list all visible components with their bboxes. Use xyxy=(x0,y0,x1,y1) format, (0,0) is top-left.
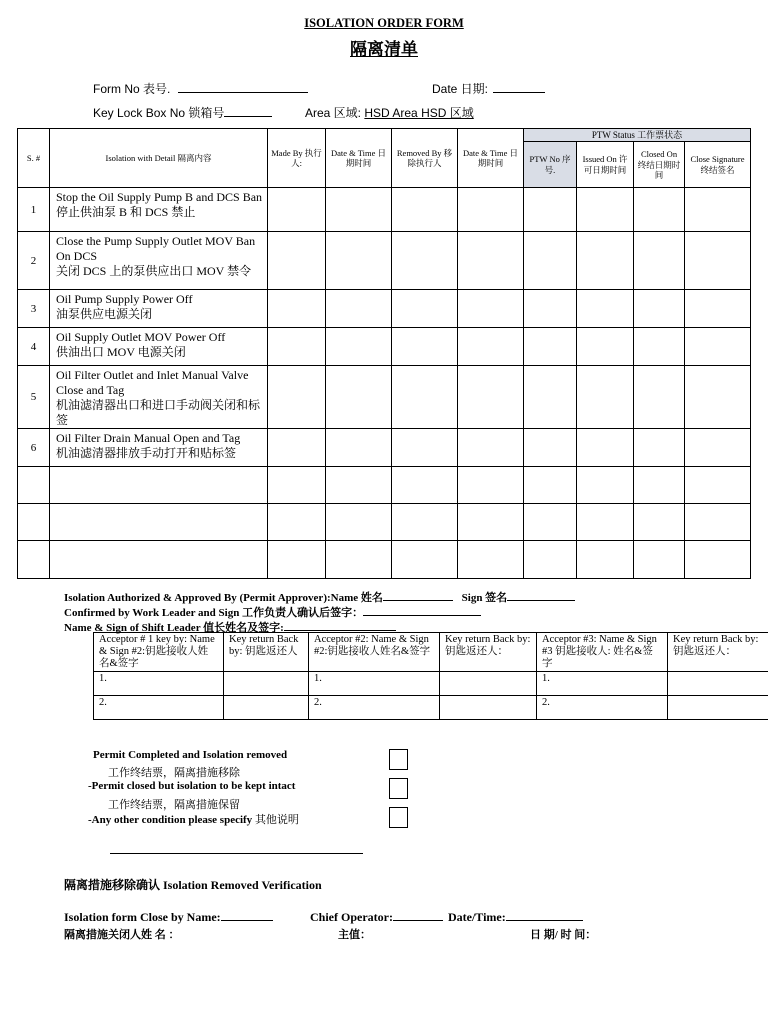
acceptor-3-header: Acceptor #3: Name & Sign #3 钥匙接收人: 姓名&签字 xyxy=(537,633,668,672)
header-close-signature: Close Signature 终结签名 xyxy=(685,142,751,188)
cell-date-time-2[interactable] xyxy=(458,290,524,328)
header-ptw-status: PTW Status 工作票状态 xyxy=(524,129,751,142)
option-2-cn: 工作终结票，隔离措施保留 xyxy=(108,799,240,811)
cell-empty[interactable] xyxy=(326,541,392,579)
cell-removed-by[interactable] xyxy=(392,366,458,429)
row-detail-cn: 机油滤清器排放手动打开和贴标签 xyxy=(56,446,237,460)
key-table xyxy=(93,632,768,720)
form-title-en: ISOLATION ORDER FORM xyxy=(304,16,464,30)
row-detail-en: Oil Filter Drain Manual Open and Tag xyxy=(56,431,241,445)
chief-line xyxy=(310,908,583,925)
chief-label: Chief Operator: xyxy=(310,910,393,924)
row-detail-en: Close the Pump Supply Outlet MOV Ban On DCS xyxy=(56,234,256,263)
cell-close-signature[interactable] xyxy=(685,188,751,232)
row-number: 6 xyxy=(18,429,50,467)
option-1-en: Permit Completed and Isolation removed xyxy=(93,749,288,761)
shift-leader-label: Name & Sign of Shift Leader 值长姓名及签字: xyxy=(64,622,284,634)
cell-ptw-no[interactable] xyxy=(524,290,577,328)
header-date-time-2: Date & Time 日期时间 xyxy=(458,129,524,188)
cell-closed-on[interactable] xyxy=(634,429,685,467)
row-detail xyxy=(50,232,268,290)
cn-close-label: 隔离措施关闭人姓 名 ： xyxy=(64,929,180,941)
verify-title: 隔离措施移除确认 Isolation Removed Verification xyxy=(64,878,322,892)
cell-empty[interactable] xyxy=(326,504,392,541)
cell-empty[interactable] xyxy=(18,504,50,541)
cell-empty[interactable] xyxy=(50,541,268,579)
area-row xyxy=(305,104,474,121)
cell-date-time-2[interactable] xyxy=(458,328,524,366)
header-detail: Isolation with Detail 隔离内容 xyxy=(50,129,268,188)
cell-empty[interactable] xyxy=(458,541,524,579)
row-detail-en: Stop the Oil Supply Pump B and DCS Ban xyxy=(56,190,263,204)
cell-removed-by[interactable] xyxy=(392,290,458,328)
cell-date-time-2[interactable] xyxy=(458,188,524,232)
cell-close-signature[interactable] xyxy=(685,429,751,467)
cell-empty[interactable] xyxy=(634,467,685,504)
approver-name-field[interactable] xyxy=(383,588,453,601)
option-3-en: -Any other condition please specify xyxy=(88,814,253,826)
acceptor-1-header: Acceptor # 1 key by: Name & Sign #2:钥匙接收人姓名&签字 xyxy=(94,633,224,672)
cell-empty[interactable] xyxy=(268,504,326,541)
sign-label: Sign 签名 xyxy=(461,592,508,604)
option-2-en: -Permit closed but isolation to be kept intact xyxy=(88,780,296,792)
cell-ptw-no[interactable] xyxy=(524,232,577,290)
table-row xyxy=(18,328,751,366)
cell-made-by[interactable] xyxy=(268,290,326,328)
key-return-1-header: Key return Back by: 钥匙返还人 xyxy=(224,633,309,672)
row-number: 1 xyxy=(18,188,50,232)
header-ptw-no: PTW No 序号. xyxy=(524,142,577,188)
cell-issued-on[interactable] xyxy=(577,429,634,467)
acceptor-3-row-1[interactable]: 1. xyxy=(537,672,668,696)
cell-removed-by[interactable] xyxy=(392,328,458,366)
cell-close-signature[interactable] xyxy=(685,232,751,290)
cell-issued-on[interactable] xyxy=(577,366,634,429)
option-3-cn: 其他说明 xyxy=(254,814,299,826)
form-no-field[interactable] xyxy=(178,80,308,93)
cell-closed-on[interactable] xyxy=(634,290,685,328)
cell-ptw-no[interactable] xyxy=(524,429,577,467)
header-closed-on: Closed On 终结日期时间 xyxy=(634,142,685,188)
cn-chief-label: 主值： xyxy=(338,929,371,941)
confirmed-label: Confirmed by Work Leader and Sign 工作负责人确认后签字： xyxy=(64,607,364,619)
cell-empty[interactable] xyxy=(392,541,458,579)
close-by-field[interactable] xyxy=(221,908,273,921)
table-row-empty xyxy=(18,504,751,541)
row-detail-cn: 供油出口 MOV 电源关闭 xyxy=(56,345,186,359)
form-title-cn: 隔离清单 xyxy=(350,40,418,59)
cn-date-label: 日 期/ 时 间： xyxy=(530,929,597,941)
date-row xyxy=(432,80,545,97)
row-detail xyxy=(50,429,268,467)
cell-removed-by[interactable] xyxy=(392,232,458,290)
option-3-line xyxy=(88,811,299,827)
key-return-3-row-1[interactable] xyxy=(668,672,768,696)
header-date-time-1: Date & Time 日期时间 xyxy=(326,129,392,188)
keylock-field[interactable] xyxy=(224,104,272,117)
row-number: 5 xyxy=(18,366,50,429)
cell-empty[interactable] xyxy=(577,467,634,504)
table-row xyxy=(18,366,751,429)
cell-date-time-1[interactable] xyxy=(326,328,392,366)
datetime-label: Date/Time: xyxy=(447,910,506,924)
cell-close-signature[interactable] xyxy=(685,366,751,429)
cell-empty[interactable] xyxy=(268,467,326,504)
cell-empty[interactable] xyxy=(524,541,577,579)
acceptor-3-row-2[interactable]: 2. xyxy=(537,696,668,720)
row-number: 2 xyxy=(18,232,50,290)
cell-date-time-1[interactable] xyxy=(326,188,392,232)
cell-date-time-2[interactable] xyxy=(458,232,524,290)
header-removed-by: Removed By 移除执行人 xyxy=(392,129,458,188)
row-detail-en: Oil Supply Outlet MOV Power Off xyxy=(56,330,226,344)
cell-date-time-1[interactable] xyxy=(326,232,392,290)
cell-empty[interactable] xyxy=(50,467,268,504)
key-return-2-row-2[interactable] xyxy=(440,696,537,720)
table-row xyxy=(18,290,751,328)
cell-made-by[interactable] xyxy=(268,232,326,290)
row-detail xyxy=(50,290,268,328)
cell-closed-on[interactable] xyxy=(634,366,685,429)
cell-issued-on[interactable] xyxy=(577,290,634,328)
table-row-empty xyxy=(18,467,751,504)
cell-closed-on[interactable] xyxy=(634,232,685,290)
cell-date-time-1[interactable] xyxy=(326,429,392,467)
key-return-1-row-1[interactable] xyxy=(224,672,309,696)
cell-closed-on[interactable] xyxy=(634,328,685,366)
option-1-cn: 工作终结票，隔离措施移除 xyxy=(108,767,240,779)
date-label: Date 日期: xyxy=(432,82,489,96)
cell-empty[interactable] xyxy=(577,504,634,541)
cell-date-time-2[interactable] xyxy=(458,429,524,467)
header-made-by: Made By 执行人: xyxy=(268,129,326,188)
approved-label: Isolation Authorized & Approved By (Permit Approver):Name 姓名 xyxy=(64,592,383,604)
cell-empty[interactable] xyxy=(577,541,634,579)
cell-issued-on[interactable] xyxy=(577,328,634,366)
key-return-2-header: Key return Back by:钥匙返还人： xyxy=(440,633,537,672)
row-detail-cn: 停止供油泵 B 和 DCS 禁止 xyxy=(56,205,196,219)
row-detail-cn: 机油滤清器出口和进口手动阀关闭和标签 xyxy=(56,398,261,427)
table-row xyxy=(18,188,751,232)
cell-empty[interactable] xyxy=(685,467,751,504)
acceptor-2-row-2[interactable]: 2. xyxy=(309,696,440,720)
cell-closed-on[interactable] xyxy=(634,188,685,232)
row-detail xyxy=(50,366,268,429)
cell-empty[interactable] xyxy=(392,504,458,541)
form-no-row xyxy=(93,80,308,97)
cell-ptw-no[interactable] xyxy=(524,188,577,232)
acceptor-2-header: Acceptor #2: Name & Sign #2:钥匙接收人姓名&签字 xyxy=(309,633,440,672)
keylock-label: Key Lock Box No 锁箱号 xyxy=(93,106,225,120)
cell-made-by[interactable] xyxy=(268,328,326,366)
cell-made-by[interactable] xyxy=(268,366,326,429)
key-return-2-row-1[interactable] xyxy=(440,672,537,696)
approver-sign-field[interactable] xyxy=(507,588,575,601)
cell-date-time-1[interactable] xyxy=(326,366,392,429)
close-by-label: Isolation form Close by Name: xyxy=(64,910,221,924)
cell-made-by[interactable] xyxy=(268,188,326,232)
date-field[interactable] xyxy=(493,80,545,93)
table-row-empty xyxy=(18,541,751,579)
cell-removed-by[interactable] xyxy=(392,429,458,467)
header-sno: S. # xyxy=(18,129,50,188)
chief-field[interactable] xyxy=(393,908,443,921)
row-number: 3 xyxy=(18,290,50,328)
cell-close-signature[interactable] xyxy=(685,328,751,366)
cell-ptw-no[interactable] xyxy=(524,366,577,429)
isolation-table xyxy=(17,128,751,579)
cell-close-signature[interactable] xyxy=(685,290,751,328)
form-no-label: Form No 表号. xyxy=(93,82,171,96)
cell-empty[interactable] xyxy=(685,541,751,579)
acceptor-2-row-1[interactable]: 1. xyxy=(309,672,440,696)
acceptor-1-row-2[interactable]: 2. xyxy=(94,696,224,720)
cell-empty[interactable] xyxy=(326,467,392,504)
cell-removed-by[interactable] xyxy=(392,188,458,232)
cell-empty[interactable] xyxy=(392,467,458,504)
key-return-3-header: Key return Back by: 钥匙返还人： xyxy=(668,633,768,672)
option-1-checkbox[interactable] xyxy=(389,749,408,770)
close-by-line xyxy=(64,908,273,925)
area-label: Area 区域: xyxy=(305,106,362,120)
cell-empty[interactable] xyxy=(18,541,50,579)
row-detail xyxy=(50,328,268,366)
cell-issued-on[interactable] xyxy=(577,232,634,290)
row-detail xyxy=(50,188,268,232)
row-detail-en: Oil Filter Outlet and Inlet Manual Valve Close and Tag xyxy=(56,368,249,397)
key-return-3-row-2[interactable] xyxy=(668,696,768,720)
header-issued-on: Issued On 许可日期时间 xyxy=(577,142,634,188)
acceptor-1-row-1[interactable]: 1. xyxy=(94,672,224,696)
cell-empty[interactable] xyxy=(524,467,577,504)
cell-made-by[interactable] xyxy=(268,429,326,467)
cell-empty[interactable] xyxy=(268,541,326,579)
cell-empty[interactable] xyxy=(50,504,268,541)
cell-issued-on[interactable] xyxy=(577,188,634,232)
key-return-1-row-2[interactable] xyxy=(224,696,309,720)
option-2-checkbox[interactable] xyxy=(389,778,408,799)
confirmed-field[interactable] xyxy=(363,603,481,616)
cell-date-time-1[interactable] xyxy=(326,290,392,328)
table-row xyxy=(18,429,751,467)
row-detail-cn: 关闭 DCS 上的泵供应出口 MOV 禁令 xyxy=(56,264,252,278)
cell-empty[interactable] xyxy=(634,541,685,579)
keylock-row xyxy=(93,104,272,121)
table-row xyxy=(18,232,751,290)
cell-empty[interactable] xyxy=(458,504,524,541)
datetime-field[interactable] xyxy=(506,908,583,921)
row-detail-en: Oil Pump Supply Power Off xyxy=(56,292,193,306)
cell-empty[interactable] xyxy=(685,504,751,541)
cell-ptw-no[interactable] xyxy=(524,328,577,366)
cell-empty[interactable] xyxy=(634,504,685,541)
specify-line[interactable] xyxy=(110,853,363,854)
row-detail-cn: 油泵供应电源关闭 xyxy=(56,307,153,321)
cell-date-time-2[interactable] xyxy=(458,366,524,429)
cell-empty[interactable] xyxy=(18,467,50,504)
option-3-checkbox[interactable] xyxy=(389,807,408,828)
cell-empty[interactable] xyxy=(458,467,524,504)
area-value: HSD Area HSD 区域 xyxy=(364,106,474,120)
row-number: 4 xyxy=(18,328,50,366)
shift-leader-field[interactable] xyxy=(284,618,396,631)
cell-empty[interactable] xyxy=(524,504,577,541)
